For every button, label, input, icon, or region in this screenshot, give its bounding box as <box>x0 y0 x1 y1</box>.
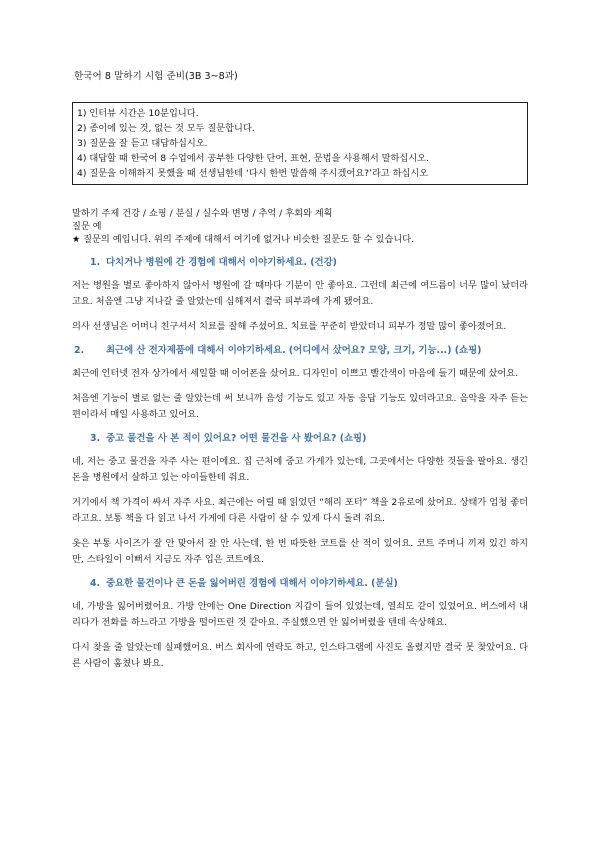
question-number: 3. <box>90 433 101 444</box>
topics-line: 말하기 주제 건강 / 쇼핑 / 분실 / 실수와 변명 / 추억 / 후회와 계획 <box>72 208 333 219</box>
question-text: 최근에 산 전자제품에 대해서 이야기하세요. (어디에서 샀어요? 모양, 크기, 기능...) (쇼핑) <box>106 345 482 356</box>
answer-paragraph: 거기에서 책 가격이 싸서 자주 사요. 최근에는 어릴 때 읽었던 “해리 포터” 책을 2유로에 샀어요. 상태가 엄청 좋더라고요. 보통 책을 다 읽고 나서 가게에 다른 사람이 살 수 있게 다시 돌려 줘요. <box>72 497 528 524</box>
answer-paragraph: 네, 저는 중고 물건을 자주 사는 편이에요. 집 근처에 중고 가게가 있는데, 그곳에서는 다양한 것들을 팔아요. 생긴 돈을 병원에서 살하고 있는 아이들한테 줘요. <box>72 456 528 483</box>
instruction-4: 4) 대답할 때 한국어 8 수업에서 공부한 다양한 단어, 표현, 문법을 사용해서 말하십시오. <box>77 153 429 164</box>
question-3-heading <box>72 432 528 446</box>
answer-paragraph: 저는 병원을 별로 좋아하지 않아서 병원에 갈 때마다 기분이 안 좋아요. 그런데 최근에 여드름이 너무 많이 났더라고요. 처음엔 그냥 지나갈 줄 알았는데 심해져서 결국 피부과에 가게 됐어요. <box>72 280 528 307</box>
question-text: 중요한 물건이나 큰 돈을 잃어버린 경험에 대해서 이야기하세요. (분실) <box>106 578 398 589</box>
question-1-heading <box>72 256 528 270</box>
answer-paragraph: 최근에 인터넷 전자 상가에서 세일할 때 이어폰을 샀어요. 디자인이 이쁘고 빨간색이 마음에 들기 때문에 샀어요. <box>72 368 519 379</box>
question-4-heading <box>72 577 528 591</box>
star-note: ★ 질문의 예입니다. 위의 주제에 대해서 여기에 없거나 비슷한 질문도 할 수 있습니다. <box>72 234 415 245</box>
question-number: 1. <box>90 257 101 268</box>
question-2-heading <box>72 344 528 358</box>
answer-paragraph: 다시 찾을 줄 알았는데 실패했어요. 버스 회사에 연락도 하고, 인스타그램에 사진도 올렸지만 결국 못 찾았어요. 다른 사람이 훔쳤나 봐요. <box>72 642 528 669</box>
instruction-1: 1) 인터뷰 시간은 10분입니다. <box>77 108 199 119</box>
instruction-3: 3) 질문을 잘 듣고 대답하십시오. <box>77 138 208 149</box>
answer-paragraph: 네, 가방을 잃어버렸어요. 가방 안에는 One Direction 지갑이 들어 있었는데, 열쇠도 같이 있었어요. 버스에서 내리다가 전화를 하느라고 가방을 떨어뜨린 것 같아요. 주실했으면 안 잃어버렸을 텐데 속상해요. <box>72 601 528 628</box>
document-title: 한국어 8 말하기 시험 준비(3B 3~8과) <box>74 71 238 82</box>
question-number: 4. <box>90 578 101 589</box>
instruction-5: 4) 질문을 이해하지 못했을 때 선생님한테 ‘다시 한번 말씀해 주시겠어요?’라고 하십시오 <box>77 168 429 179</box>
question-text: 중고 물건을 사 본 적이 있어요? 어떤 물건을 사 봤어요? (쇼핑) <box>106 433 367 444</box>
question-number: 2. <box>74 345 85 356</box>
document-page <box>72 70 528 681</box>
answer-paragraph: 옷은 부통 사이즈가 잘 안 맞아서 잘 안 사는데, 한 번 따뜻한 코트를 산 적이 있어요. 코트 주머니 끼져 있긴 하지만, 스타일이 이뻐서 지금도 자주 입은 코트에요. <box>72 538 528 565</box>
instruction-2: 2) 종이에 있는 것, 없는 것 모두 질문합니다. <box>77 123 255 134</box>
instructions-box <box>72 102 528 185</box>
answer-paragraph: 처음엔 기능이 별로 없는 줄 알았는데 써 보니까 음성 기능도 있고 자동 응답 기능도 있더라고요. 음악을 자주 듣는 편이라서 매일 사용하고 있어요. <box>72 393 528 420</box>
answer-paragraph: 의사 선생님은 어머니 친구셔서 치료를 잘해 주셨어요. 치료를 꾸준히 받았더니 피부가 정말 많이 좋아졌어요. <box>72 321 507 332</box>
examples-label: 질문 예 <box>72 221 102 232</box>
question-text: 다치거나 병원에 간 경험에 대해서 이야기하세요. (건강) <box>106 257 337 268</box>
